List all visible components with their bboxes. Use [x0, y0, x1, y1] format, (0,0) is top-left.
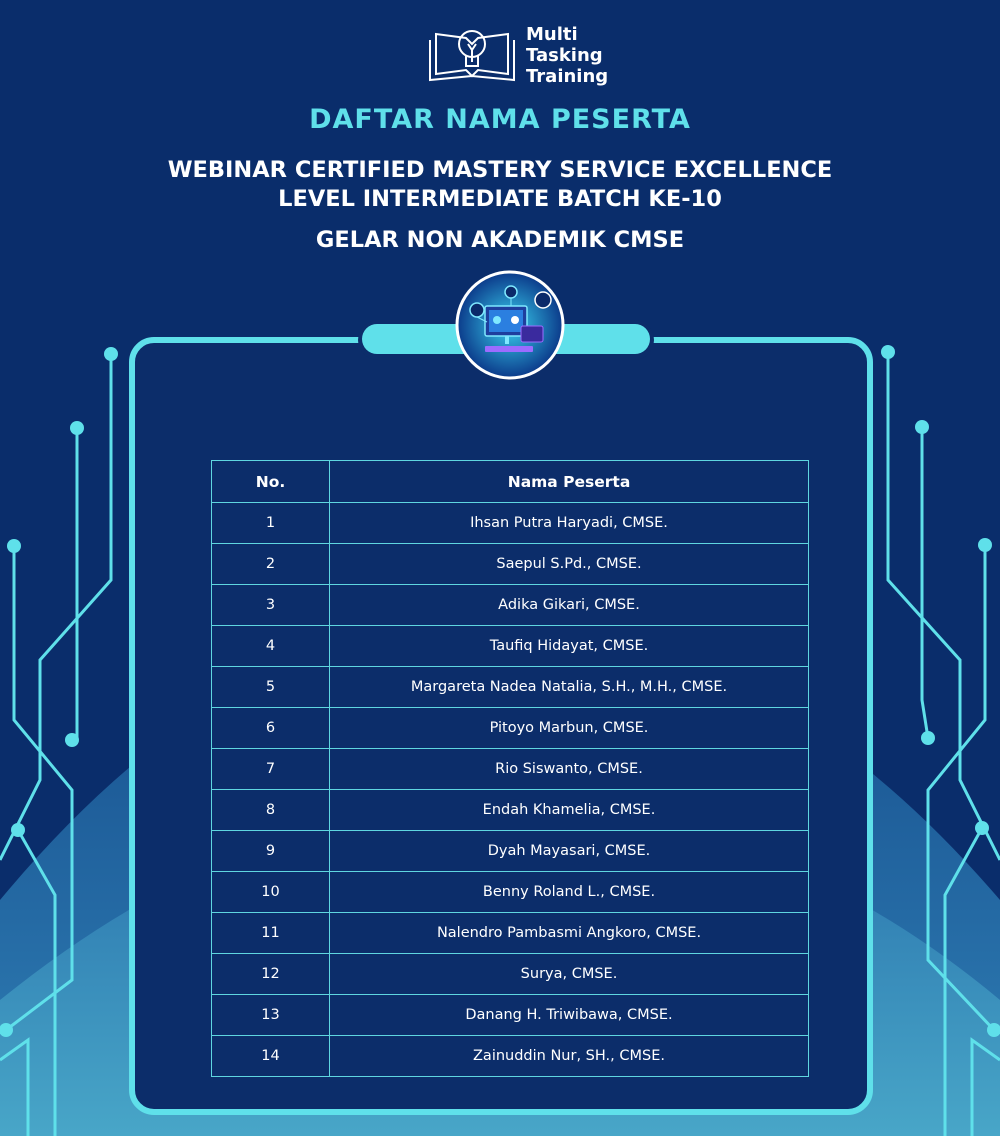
- participant-name: Margareta Nadea Natalia, S.H., M.H., CMSE.: [330, 667, 809, 708]
- table-header-row: [212, 461, 809, 503]
- participant-name: Taufiq Hidayat, CMSE.: [330, 626, 809, 667]
- page-title-line-2: LEVEL INTERMEDIATE BATCH KE-10: [278, 186, 722, 212]
- table-row: [212, 585, 809, 626]
- column-header-no: No.: [212, 461, 330, 503]
- participant-name: Danang H. Triwibawa, CMSE.: [330, 995, 809, 1036]
- page-title-line-1: WEBINAR CERTIFIED MASTERY SERVICE EXCELLENCE: [167, 157, 833, 183]
- table-row: [212, 626, 809, 667]
- participant-name: Pitoyo Marbun, CMSE.: [330, 708, 809, 749]
- row-number: 7: [212, 749, 330, 790]
- brand-name: [526, 24, 608, 87]
- row-number: 14: [212, 1036, 330, 1077]
- row-number: 9: [212, 831, 330, 872]
- column-header-name: Nama Peserta: [330, 461, 809, 503]
- page-title-line-3: GELAR NON AKADEMIK CMSE: [315, 227, 685, 253]
- table-row: [212, 1036, 809, 1077]
- table-row: [212, 872, 809, 913]
- table-row: [212, 954, 809, 995]
- brand-line-2: Tasking: [526, 45, 603, 66]
- participant-name: Adika Gikari, CMSE.: [330, 585, 809, 626]
- book-lightbulb-icon: [426, 22, 518, 86]
- table-row: [212, 544, 809, 585]
- brand-line-1: Multi: [526, 24, 578, 45]
- row-number: 1: [212, 503, 330, 544]
- row-number: 3: [212, 585, 330, 626]
- table-row: [212, 667, 809, 708]
- row-number: 11: [212, 913, 330, 954]
- row-number: 12: [212, 954, 330, 995]
- row-number: 10: [212, 872, 330, 913]
- brand-line-3: Training: [526, 66, 609, 87]
- participant-name: Endah Khamelia, CMSE.: [330, 790, 809, 831]
- row-number: 4: [212, 626, 330, 667]
- participant-table: [211, 460, 809, 1077]
- table-row: [212, 913, 809, 954]
- row-number: 5: [212, 667, 330, 708]
- row-number: 6: [212, 708, 330, 749]
- participant-name: Zainuddin Nur, SH., CMSE.: [330, 1036, 809, 1077]
- participant-name: Nalendro Pambasmi Angkoro, CMSE.: [330, 913, 809, 954]
- participant-name: Ihsan Putra Haryadi, CMSE.: [330, 503, 809, 544]
- table-row: [212, 749, 809, 790]
- participant-name: Rio Siswanto, CMSE.: [330, 749, 809, 790]
- computer-network-illustration: [455, 270, 565, 380]
- row-number: 8: [212, 790, 330, 831]
- table-row: [212, 503, 809, 544]
- brand-logo: [426, 22, 626, 94]
- row-number: 2: [212, 544, 330, 585]
- table-row: [212, 790, 809, 831]
- table-row: [212, 995, 809, 1036]
- participant-name: Dyah Mayasari, CMSE.: [330, 831, 809, 872]
- table-row: [212, 708, 809, 749]
- table-row: [212, 831, 809, 872]
- participant-name: Benny Roland L., CMSE.: [330, 872, 809, 913]
- participant-name: Surya, CMSE.: [330, 954, 809, 995]
- row-number: 13: [212, 995, 330, 1036]
- page-subtitle: DAFTAR NAMA PESERTA: [309, 104, 691, 135]
- participant-name: Saepul S.Pd., CMSE.: [330, 544, 809, 585]
